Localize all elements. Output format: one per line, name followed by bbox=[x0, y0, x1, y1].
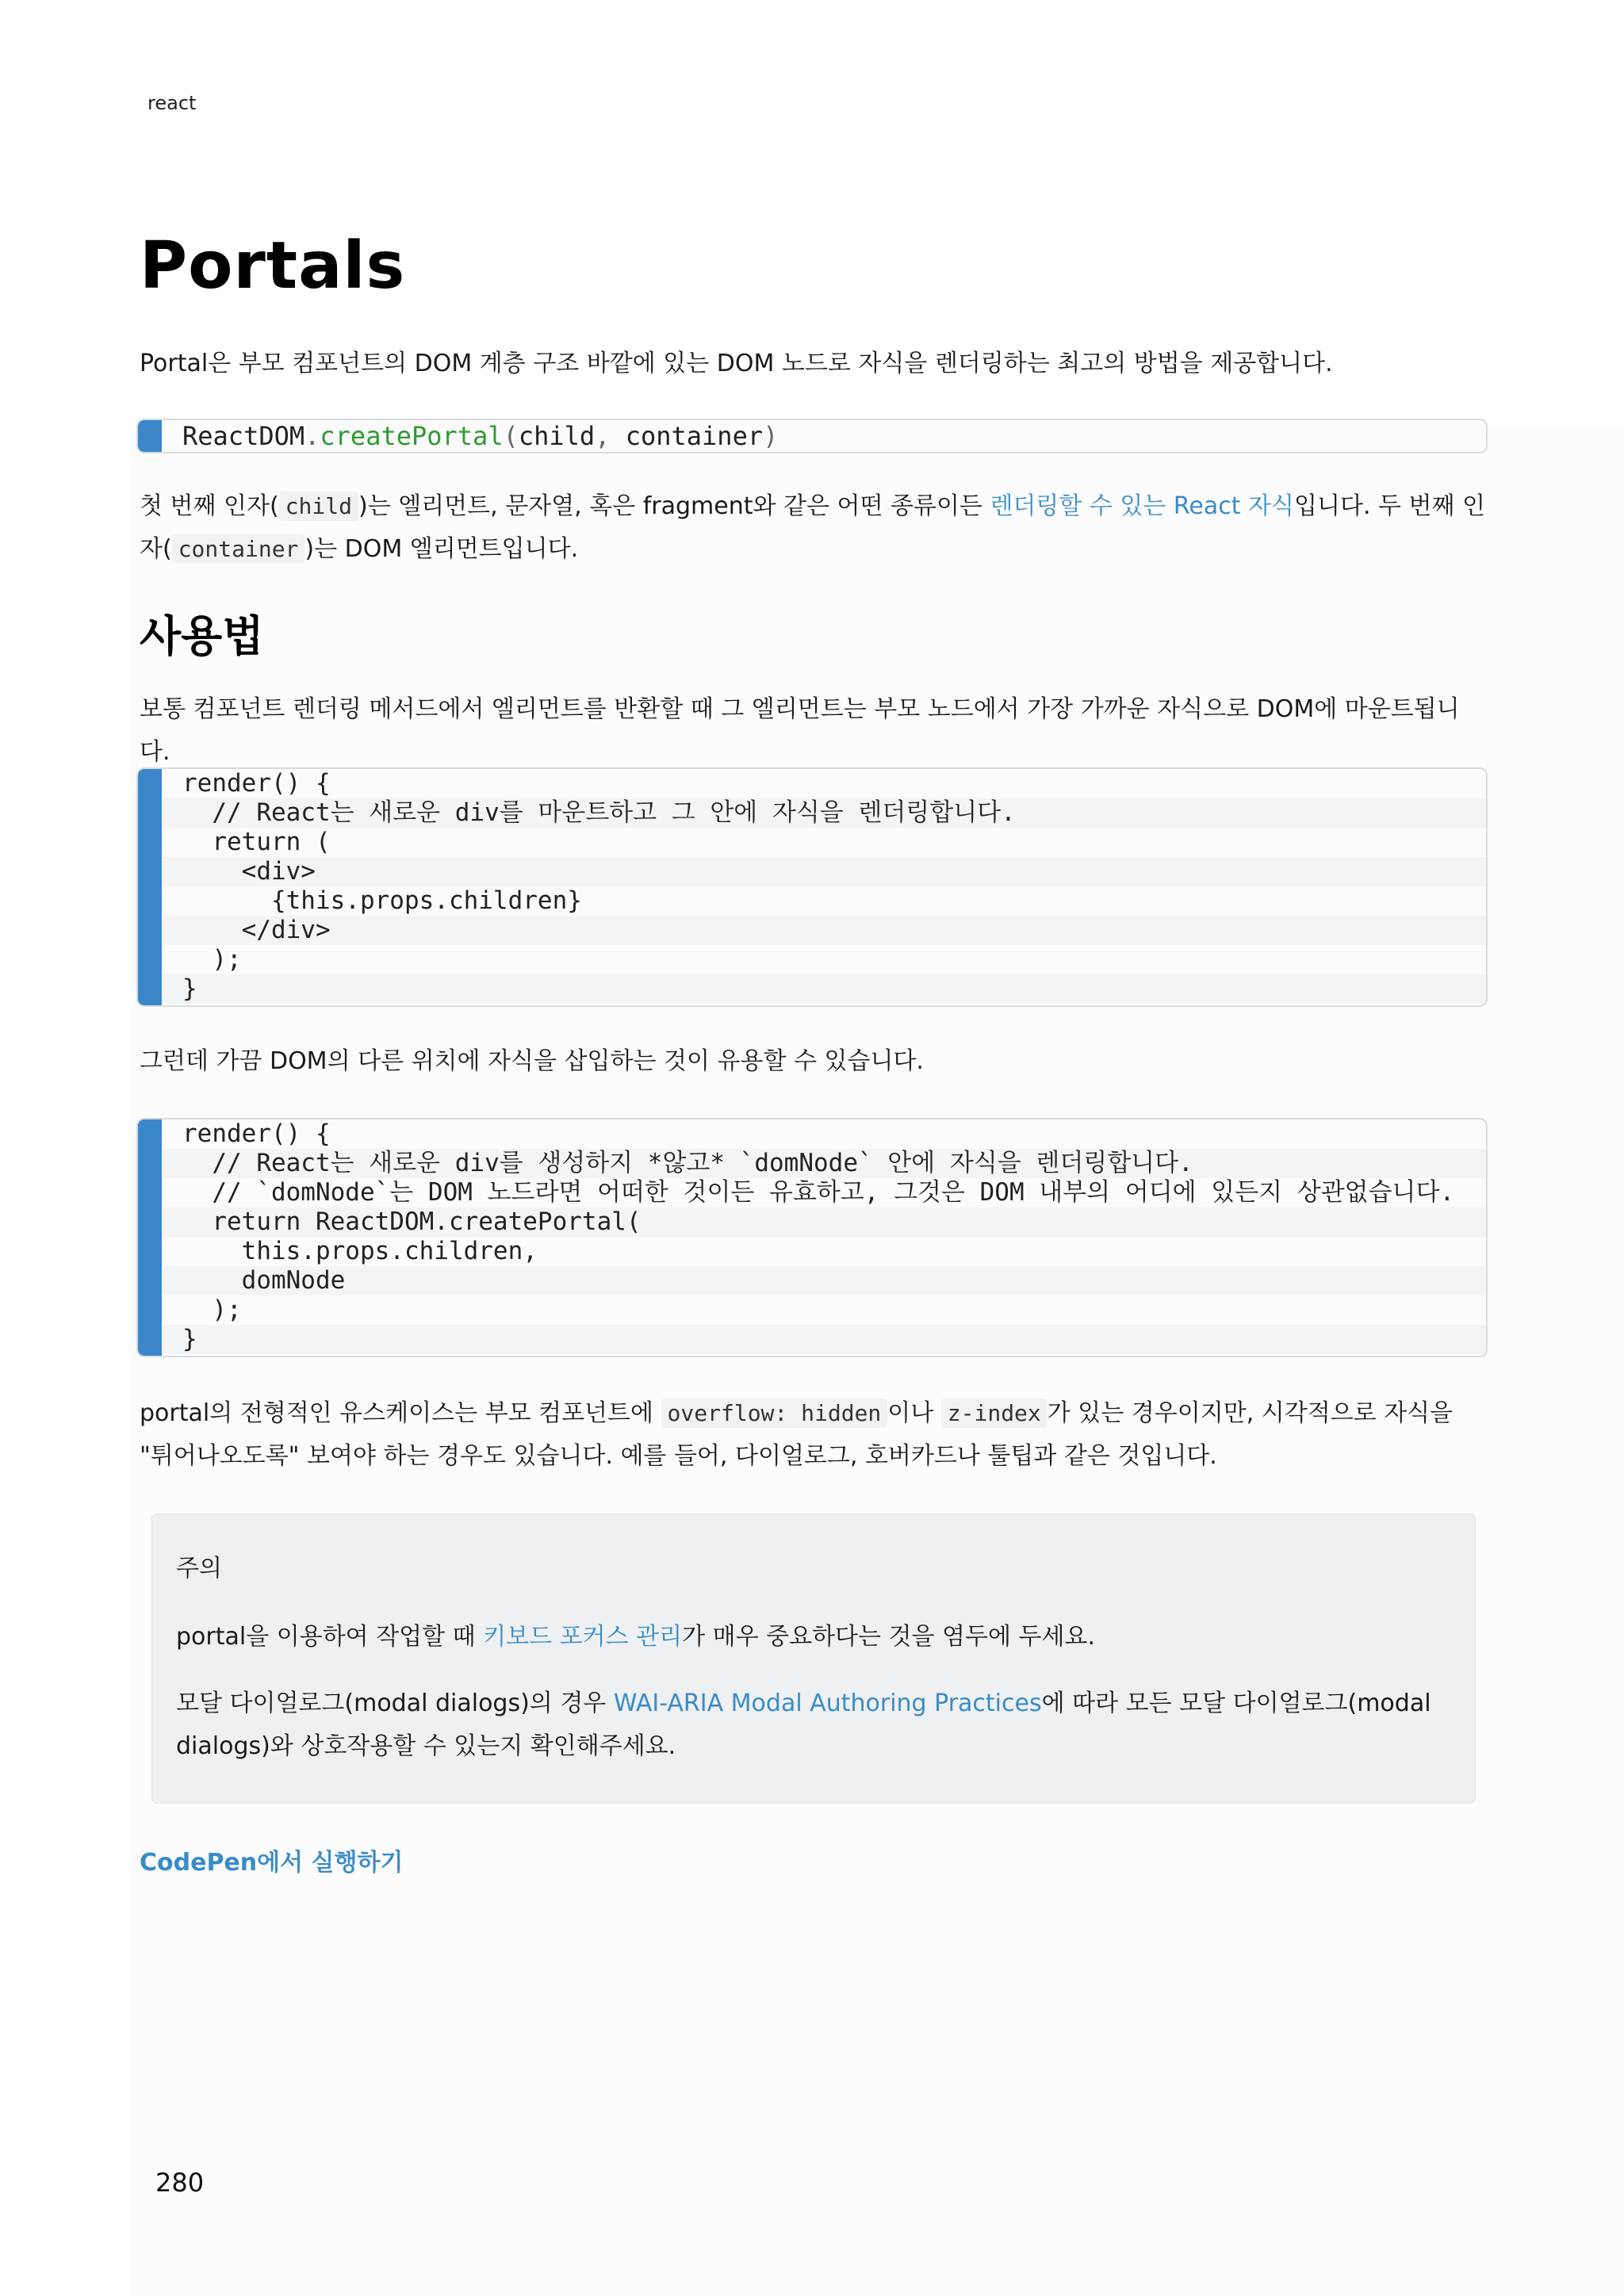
code-function: createPortal bbox=[320, 421, 504, 451]
code-line: // React는 새로운 div를 마운트하고 그 안에 자식을 렌더링합니다. bbox=[162, 798, 1486, 828]
code-accent-bar bbox=[138, 1119, 162, 1356]
inline-code-overflow: overflow: hidden bbox=[661, 1399, 888, 1428]
code-line: } bbox=[162, 1325, 1486, 1354]
code-line: this.props.children, bbox=[182, 1237, 538, 1265]
signature-code-line: ReactDOM.createPortal(child, container) bbox=[182, 421, 779, 451]
note-paragraph-focus: portal을 이용하여 작업할 때 키보드 포커스 관리가 매우 중요하다는 것을 염두에 두세요. bbox=[176, 1623, 1096, 1651]
arguments-paragraph: 첫 번째 인자( child )는 엘리먼트, 문자열, 혹은 fragment와 같은 어떤 종류이든 렌더링할 수 있는 React 자식입니다. 두 번째 인자( container )는 DOM 엘리먼트입니다. bbox=[140, 492, 1486, 563]
code-line: } bbox=[162, 974, 1486, 1004]
code-arg-container: container bbox=[625, 421, 764, 451]
signature-code-block bbox=[136, 419, 1488, 453]
code-object: ReactDOM bbox=[182, 421, 305, 451]
code-line: ); bbox=[182, 945, 242, 974]
inline-code-child: child bbox=[279, 492, 358, 521]
note-paragraph-modal: 모달 다이얼로그(modal dialogs)의 경우 WAI-ARIA Modal Authoring Practices에 따라 모든 모달 다이얼로그(modal dialogs)와 상호작용할 수 있는지 확인해주세요. bbox=[176, 1689, 1431, 1760]
inline-code-z-index: z-index bbox=[941, 1399, 1048, 1428]
running-header: react bbox=[147, 92, 197, 114]
link-wai-aria[interactable]: WAI-ARIA Modal Authoring Practices bbox=[613, 1689, 1042, 1717]
code-block-render-div bbox=[136, 767, 1488, 1007]
code-line: // React는 새로운 div를 생성하지 *않고* `domNode` 안에 자식을 렌더링합니다. bbox=[162, 1149, 1486, 1178]
usage-intro-paragraph: 보통 컴포넌트 렌더링 메서드에서 엘리먼트를 반환할 때 그 엘리먼트는 부모 노드에서 가장 가까운 자식으로 DOM에 마운트됩니다. bbox=[140, 695, 1460, 766]
between-paragraph: 그런데 가끔 DOM의 다른 위치에 자식을 삽입하는 것이 유용할 수 있습니다. bbox=[140, 1047, 924, 1075]
caution-note bbox=[152, 1514, 1475, 1803]
code-line: ); bbox=[182, 1295, 242, 1324]
code-line: // `domNode`는 DOM 노드라면 어떠한 것이든 유효하고, 그것은 DOM 내부의 어디에 있든지 상관없습니다. bbox=[182, 1178, 1455, 1207]
code-arg-child: child bbox=[518, 421, 596, 451]
code-line: return ( bbox=[182, 828, 331, 856]
note-label: 주의 bbox=[176, 1555, 222, 1582]
section-heading-usage: 사용법 bbox=[140, 611, 264, 661]
link-react-children[interactable]: 렌더링할 수 있는 React 자식 bbox=[990, 492, 1295, 520]
usecase-paragraph: portal의 전형적인 유스케이스는 부모 컴포넌트에 overflow: hidden 이나 z-index 가 있는 경우이지만, 시각적으로 자식을 "튀어나오도록" 보여야 하는 경우도 있습니다. 예를 들어, 다이얼로그, 호버카드나 툴팁과 같은 것입니다. bbox=[140, 1399, 1454, 1470]
code-line: <div> bbox=[162, 857, 1486, 886]
codepen-link[interactable]: CodePen에서 실행하기 bbox=[140, 1849, 404, 1877]
code-line: domNode bbox=[162, 1266, 1486, 1295]
page-title: Portals bbox=[140, 228, 406, 304]
page-number: 280 bbox=[155, 2168, 205, 2198]
code-line: render() { bbox=[182, 1119, 331, 1148]
code-line: return ReactDOM.createPortal( bbox=[162, 1207, 1486, 1237]
inline-code-container: container bbox=[172, 534, 305, 564]
link-keyboard-focus[interactable]: 키보드 포커스 관리 bbox=[483, 1623, 683, 1651]
code-accent-bar bbox=[138, 769, 162, 1005]
code-block-create-portal bbox=[136, 1118, 1488, 1357]
intro-paragraph: Portal은 부모 컴포넌트의 DOM 계층 구조 바깥에 있는 DOM 노드로 자식을 렌더링하는 최고의 방법을 제공합니다. bbox=[140, 350, 1333, 377]
code-line: {this.props.children} bbox=[182, 886, 582, 915]
code-line: </div> bbox=[162, 916, 1486, 945]
code-line: render() { bbox=[182, 769, 331, 798]
code-accent-bar bbox=[138, 420, 162, 452]
